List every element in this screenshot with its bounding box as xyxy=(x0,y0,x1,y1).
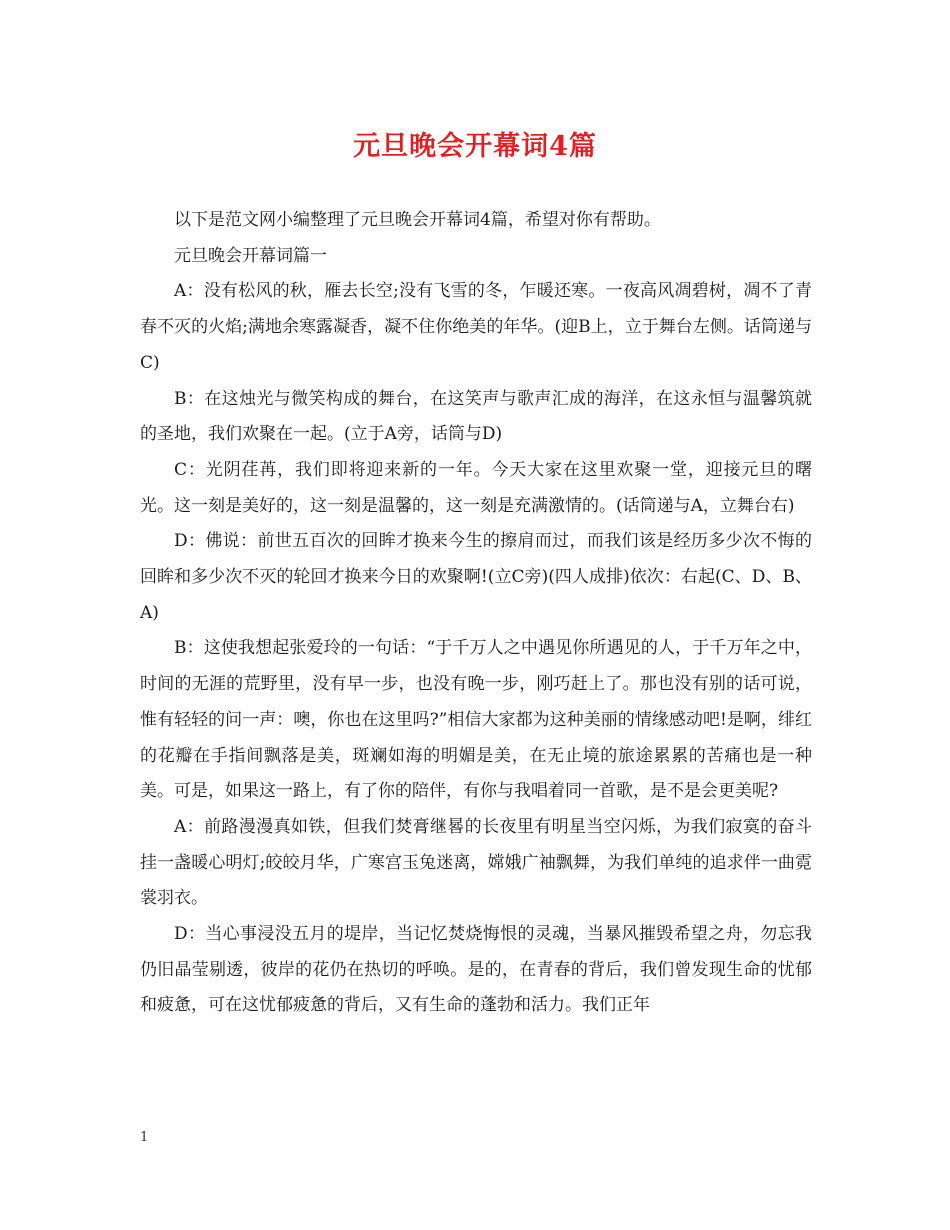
document-body xyxy=(140,203,812,1024)
body-paragraph: A：前路漫漫真如铁，但我们焚膏继晷的长夜里有明星当空闪烁，为我们寂寞的奋斗挂一盏暖心明灯;皎皎月华，广寒宫玉兔迷离，嫦娥广袖飘舞，为我们单纯的追求伴一曲霓裳羽衣。 xyxy=(140,816,812,909)
body-paragraph: B：这使我想起张爱玲的一句话：“于千万人之中遇见你所遇见的人，于千万年之中，时间的无涯的荒野里，没有早一步，也没有晚一步，刚巧赶上了。那也没有别的话可说，惟有轻轻的问一声：噢，你也在这里吗?”相信大家都为这种美丽的情缘感动吧!是啊，绯红的花瓣在手指间飘落是美，斑斓如海的明媚是美，在无止境的旅途累累的苦痛也是一种美。可是，如果这一路上，有了你的陪伴，有你与我唱着同一首歌，是不是会更美呢? xyxy=(140,638,812,802)
body-paragraph: D：佛说：前世五百次的回眸才换来今生的擦肩而过，而我们该是经历多少次不悔的回眸和多少次不灭的轮回才换来今日的欢聚啊!(立C旁)(四人成排)依次：右起(C、D、B、A) xyxy=(140,531,812,623)
body-paragraph: D：当心事浸没五月的堤岸，当记忆焚烧悔恨的灵魂，当暴风摧毁希望之舟，勿忘我仍旧晶莹剔透，彼岸的花仍在热切的呼唤。是的，在青春的背后，我们曾发现生命的忧郁和疲惫，可在这忧郁疲惫的背后，又有生命的蓬勃和活力。我们正年 xyxy=(140,924,812,1016)
page-number: 1 xyxy=(140,1130,149,1145)
body-paragraph: A：没有松风的秋，雁去长空;没有飞雪的冬，乍暖还寒。一夜高风凋碧树，凋不了青春不灭的火焰;满地余寒露凝香，凝不住你绝美的年华。(迎B上，立于舞台左侧。话筒递与C) xyxy=(140,281,812,373)
intro-paragraph: 以下是范文网小编整理了元旦晚会开幕词4篇，希望对你有帮助。 xyxy=(174,210,661,230)
body-paragraph: B：在这烛光与微笑构成的舞台，在这笑声与歌声汇成的海洋，在这永恒与温馨筑就的圣地，我们欢聚在一起。(立于A旁，话筒与D) xyxy=(140,388,812,445)
body-paragraph: C：光阴荏苒，我们即将迎来新的一年。今天大家在这里欢聚一堂，迎接元旦的曙光。这一刻是美好的，这一刻是温馨的，这一刻是充满激情的。(话筒递与A，立舞台右) xyxy=(140,459,812,516)
section-heading: 元旦晚会开幕词篇一 xyxy=(174,245,327,266)
document-title: 元旦晚会开幕词4篇 xyxy=(353,131,597,162)
